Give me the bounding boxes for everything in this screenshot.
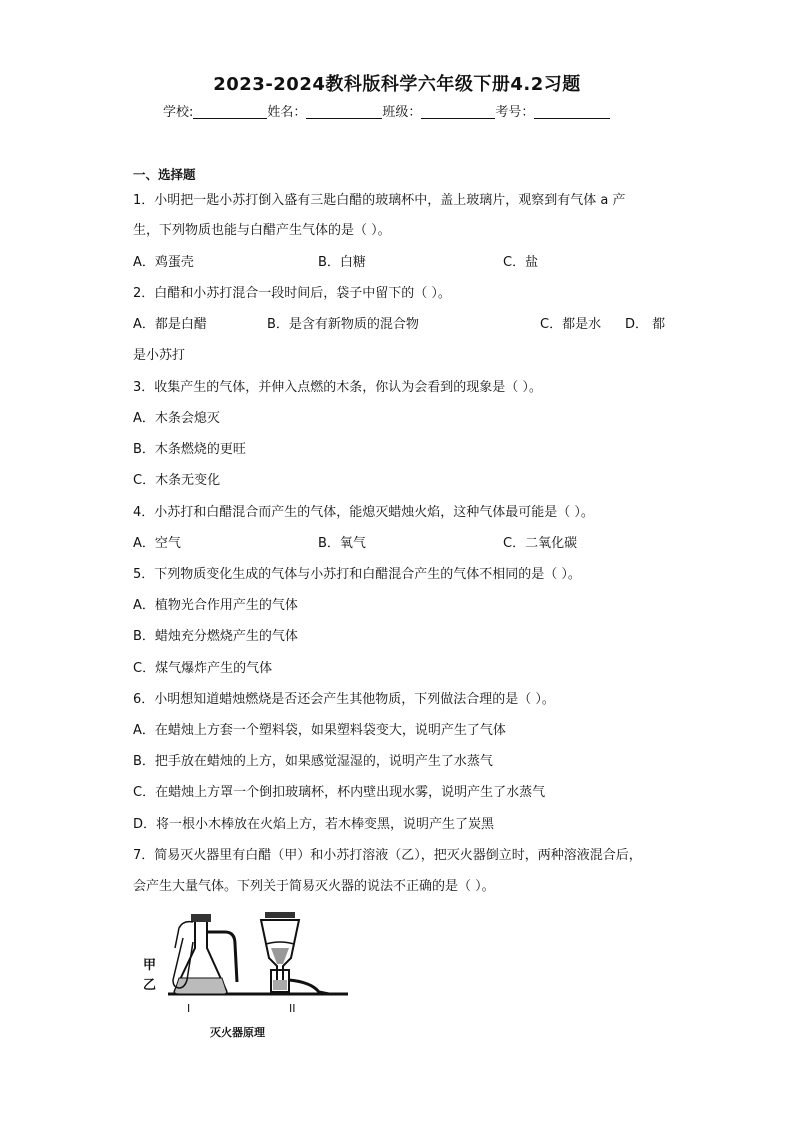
q7-stem-line2: 会产生大量气体。下列关于简易灭火器的说法不正确的是（ ）。 <box>133 879 495 894</box>
q3-option-c[interactable]: C．木条无变化 <box>133 473 221 488</box>
label-yi: 乙 <box>143 978 157 993</box>
q5-stem: 5．下列物质变化生成的气体与小苏打和白醋混合产生的气体不相同的是（ ）。 <box>133 567 581 582</box>
apparatus-two-funnel <box>261 912 329 994</box>
q3-option-a[interactable]: A．木条会熄灭 <box>133 411 220 426</box>
q1-option-c[interactable]: C．盐 <box>503 255 539 270</box>
apparatus-one-flask <box>173 914 237 994</box>
q4-option-c[interactable]: C．二氧化碳 <box>503 536 578 551</box>
q1-option-a[interactable]: A．鸡蛋壳 <box>133 255 194 270</box>
exam-no-label: 考号： <box>495 105 535 120</box>
name-blank[interactable] <box>306 104 382 119</box>
q1-stem-line2: 生，下列物质也能与白醋产生气体的是（ ）。 <box>133 223 391 238</box>
label-two: II <box>289 1002 296 1015</box>
q4-option-b[interactable]: B．氧气 <box>318 536 366 551</box>
q6-stem: 6．小明想知道蜡烛燃烧是否还会产生其他物质，下列做法合理的是（ ）。 <box>133 692 555 707</box>
label-one: I <box>187 1002 191 1015</box>
q4-stem: 4．小苏打和白醋混合而产生的气体，能熄灭蜡烛火焰，这种气体最可能是（ ）。 <box>133 505 594 520</box>
q1-options <box>133 254 538 272</box>
extinguisher-diagram <box>133 908 363 1018</box>
school-label: 学校: <box>163 105 194 120</box>
exam-no-blank[interactable] <box>534 104 610 119</box>
q2-option-b[interactable]: B．是含有新物质的混合物 <box>267 317 419 332</box>
page-title: 2023-2024教科版科学六年级下册4.2习题 <box>213 74 581 95</box>
q2-option-d[interactable]: D． 都 <box>625 317 666 332</box>
q4-options <box>133 535 577 553</box>
q3-stem: 3．收集产生的气体，并伸入点燃的木条，你认为会看到的现象是（ ）。 <box>133 380 542 395</box>
q5-option-b[interactable]: B．蜡烛充分燃烧产生的气体 <box>133 629 298 644</box>
q6-option-a[interactable]: A．在蜡烛上方套一个塑料袋，如果塑料袋变大，说明产生了气体 <box>133 723 506 738</box>
section-title: 一、选择题 <box>133 167 196 182</box>
figure-caption: 灭火器原理 <box>210 1026 265 1039</box>
q6-option-b[interactable]: B．把手放在蜡烛的上方，如果感觉湿湿的，说明产生了水蒸气 <box>133 754 493 769</box>
q2-options <box>133 316 665 334</box>
student-info-row <box>163 101 610 120</box>
q2-option-d-continuation: 是小苏打 <box>133 348 186 363</box>
q5-option-c[interactable]: C．煤气爆炸产生的气体 <box>133 661 273 676</box>
q4-option-a[interactable]: A．空气 <box>133 536 181 551</box>
q6-option-c[interactable]: C．在蜡烛上方罩一个倒扣玻璃杯，杯内壁出现水雾，说明产生了水蒸气 <box>133 785 546 800</box>
class-label: 班级： <box>382 105 422 120</box>
q1-stem-line1: 1．小明把一匙小苏打倒入盛有三匙白醋的玻璃杯中，盖上玻璃片，观察到有气体 a 产 <box>133 193 626 208</box>
name-label: 姓名： <box>267 105 307 120</box>
label-jia: 甲 <box>143 958 157 973</box>
q2-option-a[interactable]: A．都是白醋 <box>133 317 207 332</box>
q7-stem-line1: 7．简易灭火器里有白醋（甲）和小苏打溶液（乙），把灭火器倒立时，两种溶液混合后， <box>133 848 642 863</box>
q2-option-c[interactable]: C．都是水 <box>540 317 602 332</box>
q6-option-d[interactable]: D．将一根小木棒放在火焰上方，若木棒变黑，说明产生了炭黑 <box>133 817 495 832</box>
class-blank[interactable] <box>421 104 495 119</box>
school-blank[interactable] <box>193 104 267 119</box>
q3-option-b[interactable]: B．木条燃烧的更旺 <box>133 442 246 457</box>
q1-option-b[interactable]: B．白糖 <box>318 255 366 270</box>
q2-stem: 2．白醋和小苏打混合一段时间后，袋子中留下的（ ）。 <box>133 286 451 301</box>
q5-option-a[interactable]: A．植物光合作用产生的气体 <box>133 598 298 613</box>
